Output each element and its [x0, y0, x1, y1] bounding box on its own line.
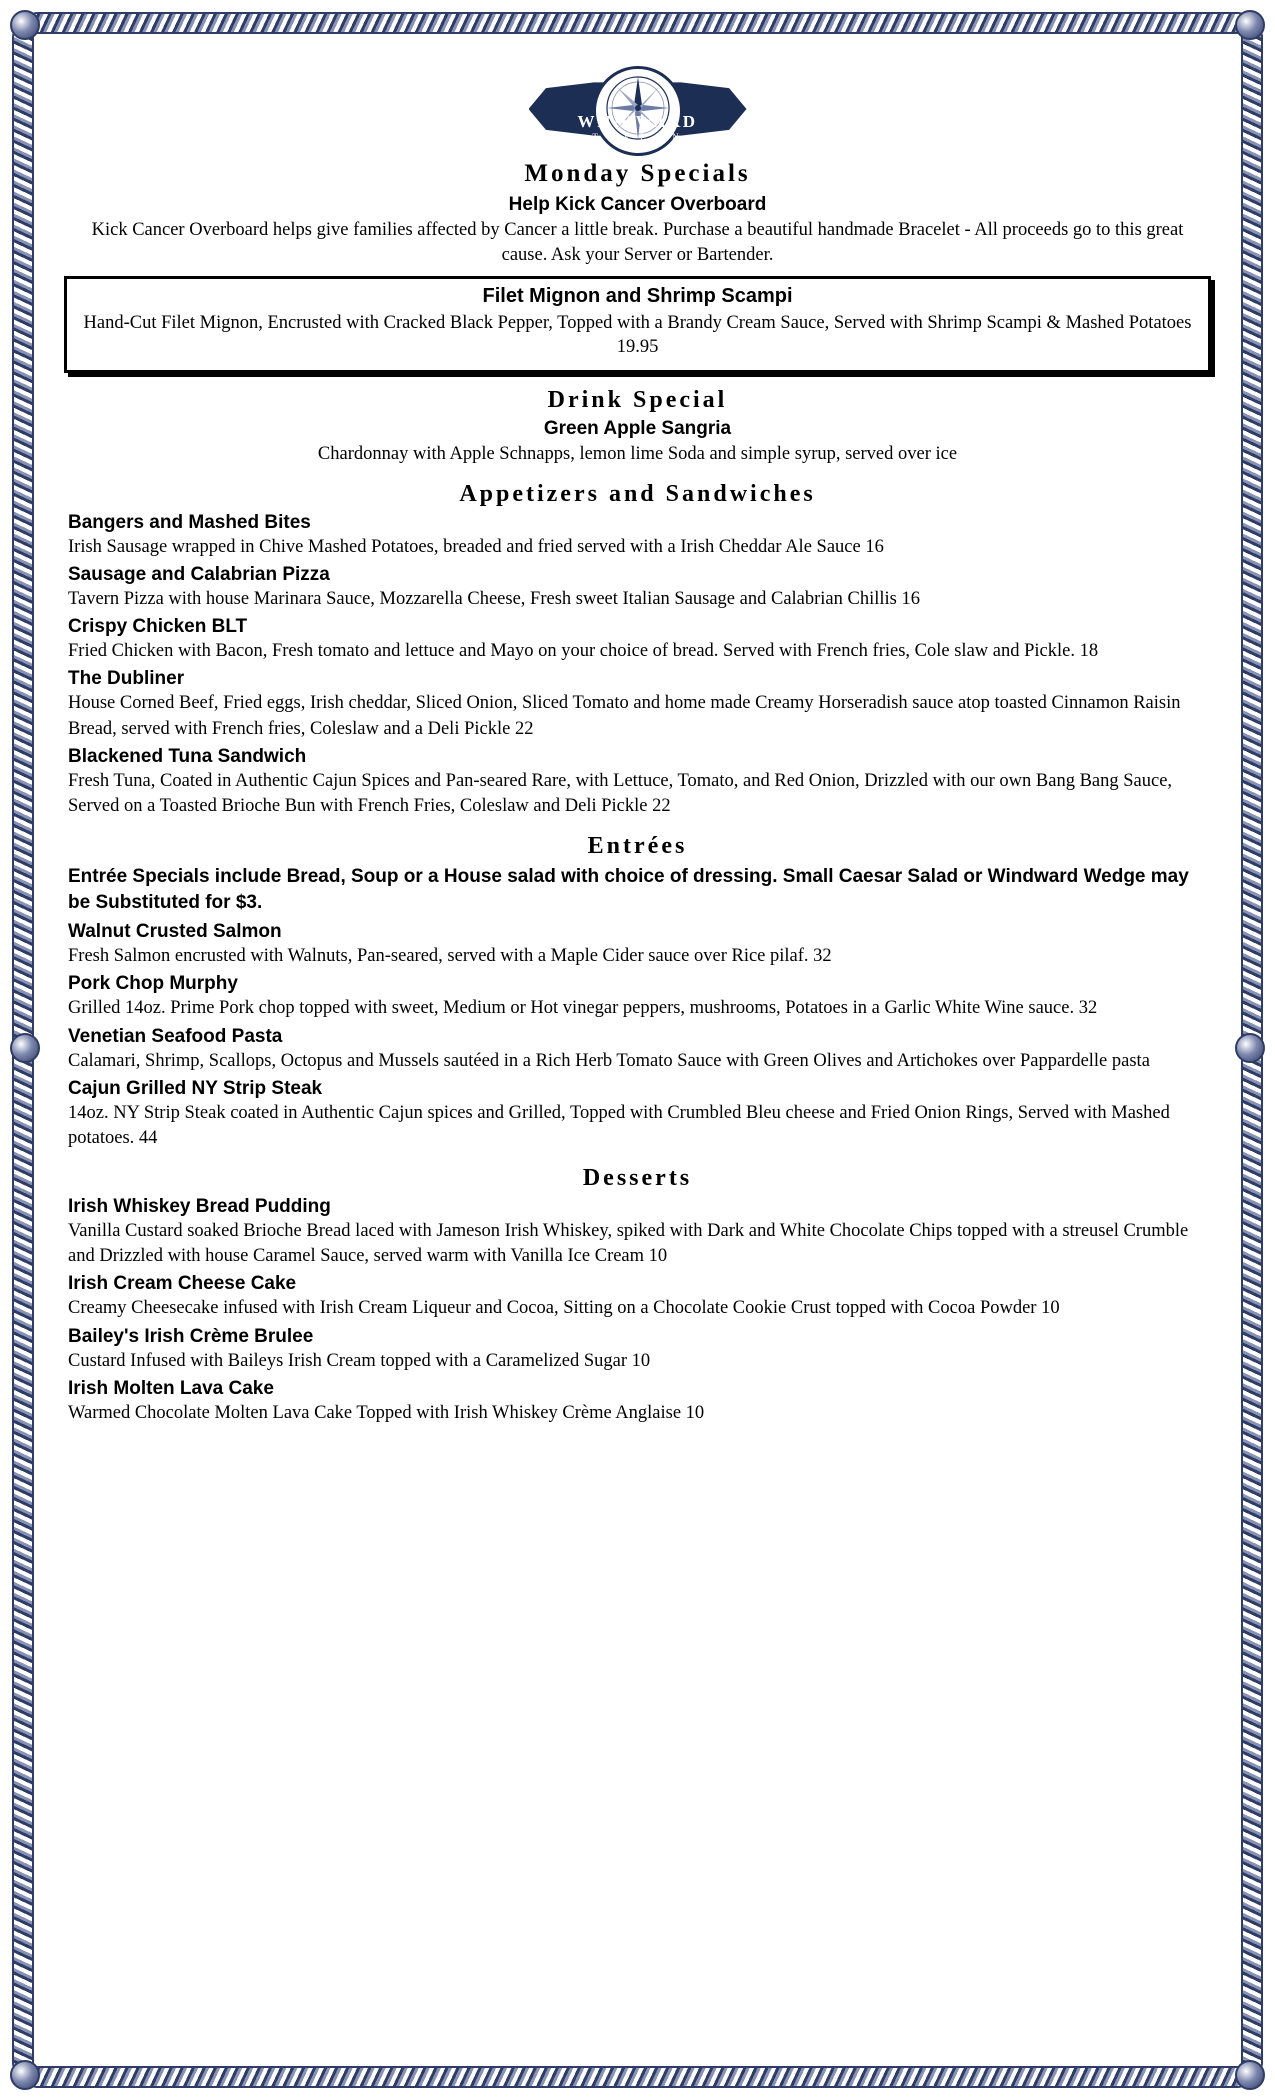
drink-name: Green Apple Sangria — [543, 418, 732, 440]
menu-item-description: Calamari, Shrimp, Scallops, Octopus and Mussels sautéed in a Rich Herb Tomato Sauce with Green Olives and Artichokes over Pappardelle pasta — [68, 1050, 1150, 1071]
menu-item — [58, 746, 1217, 819]
menu-item — [58, 973, 1217, 1021]
menu-item-description: Vanilla Custard soaked Brioche Bread laced with Jameson Irish Whiskey, spiked with Dark and White Chocolate Chips topped with a streusel Crumble and Drizzled with house Caramel Sauce, served warm with Vanilla Ice Cream 10 — [68, 1221, 1189, 1267]
menu-content — [58, 54, 1217, 2054]
menu-item-description: Grilled 14oz. Prime Pork chop topped with sweet, Medium or Hot vinegar peppers, mushrooms, Potatoes in a Garlic White Wine sauce. 32 — [68, 998, 1098, 1019]
rope-knot-middle-left — [10, 1033, 40, 1063]
menu-item-description: Fried Chicken with Bacon, Fresh tomato and lettuce and Mayo on your choice of bread. Served with French fries, Cole slaw and Pickle. 18 — [68, 641, 1099, 662]
rope-knot-bottom-left — [10, 2060, 40, 2090]
menu-item-name: Blackened Tuna Sandwich — [68, 745, 307, 767]
menu-item-description: House Corned Beef, Fried eggs, Irish cheddar, Sliced Onion, Sliced Tomato and home made Creamy Horseradish sauce atop toasted Cinnamon Raisin Bread, served with French fries, Coleslaw and a Deli Pickle 22 — [68, 693, 1181, 739]
menu-item-name: Pork Chop Murphy — [68, 973, 238, 995]
menu-item — [58, 668, 1217, 741]
appetizers-section-title: Appetizers and Sandwiches — [459, 480, 816, 507]
menu-item-description: Creamy Cheesecake infused with Irish Cream Liqueur and Cocoa, Sitting on a Chocolate Cookie Crust topped with Cocoa Powder 10 — [68, 1298, 1060, 1319]
drink-section-title: Drink Special — [547, 387, 728, 414]
desserts-section-title: Desserts — [582, 1165, 693, 1192]
brand-logo — [58, 66, 1217, 152]
menu-item — [58, 1026, 1217, 1074]
menu-item-name: Bangers and Mashed Bites — [68, 511, 311, 533]
menu-item-description: Fresh Salmon encrusted with Walnuts, Pan-seared, served with a Maple Cider sauce over Rice pilaf. 32 — [68, 946, 832, 967]
menu-item-name: Walnut Crusted Salmon — [68, 921, 282, 943]
menu-item — [58, 1196, 1217, 1269]
rope-border-bottom — [26, 2066, 1249, 2088]
menu-item — [58, 921, 1217, 969]
entrees-note: Entrée Specials include Bread, Soup or a House salad with choice of dressing. Small Caesar Salad or Windward Wedge may be Substituted for $3. — [68, 866, 1189, 913]
menu-item-name: Crispy Chicken BLT — [68, 616, 248, 638]
menu-item — [58, 512, 1217, 560]
logo-wordmark: WINDWARD — [577, 112, 698, 131]
menu-item-name: Bailey's Irish Crème Brulee — [68, 1325, 314, 1347]
menu-item-name: Irish Molten Lava Cake — [68, 1377, 274, 1399]
menu-item-name: Cajun Grilled NY Strip Steak — [68, 1077, 323, 1099]
menu-item-name: Sausage and Calabrian Pizza — [68, 564, 330, 586]
menu-item-description: Warmed Chocolate Molten Lava Cake Topped with Irish Whiskey Crème Anglaise 10 — [68, 1402, 705, 1423]
menu-item-description: 14oz. NY Strip Steak coated in Authentic Cajun spices and Grilled, Topped with Crumbled Bleu cheese and Fried Onion Rings, Served with Mashed potatoes. 44 — [68, 1102, 1170, 1148]
rope-knot-top-right — [1235, 10, 1265, 40]
menu-item-name: Irish Whiskey Bread Pudding — [68, 1196, 331, 1218]
rope-knot-top-left — [10, 10, 40, 40]
feature-special-description: Hand-Cut Filet Mignon, Encrusted with Cracked Black Pepper, Topped with a Brandy Cream Sauce, Served with Shrimp Scampi & Mashed Potatoes 19.95 — [83, 312, 1192, 358]
menu-item-description: Irish Sausage wrapped in Chive Mashed Potatoes, breaded and fried served with a Irish Cheddar Ale Sauce 16 — [68, 536, 884, 557]
page-title: Monday Specials — [524, 160, 751, 187]
drink-description: Chardonnay with Apple Schnapps, lemon lime Soda and simple syrup, served over ice — [317, 444, 958, 465]
menu-item — [58, 564, 1217, 612]
menu-item — [58, 1378, 1217, 1426]
promo-heading: Help Kick Cancer Overboard — [508, 194, 767, 215]
menu-item-name: Irish Cream Cheese Cake — [68, 1273, 297, 1295]
rope-knot-bottom-right — [1235, 2060, 1265, 2090]
feature-special-box — [64, 276, 1211, 374]
logo-subtitle: T A V E R N — [592, 132, 683, 142]
menu-item — [58, 1326, 1217, 1374]
promo-body: Kick Cancer Overboard helps give families affected by Cancer a little break. Purchase a beautiful handmade Bracelet - All proceeds go to this great cause. Ask your Server or Bartender. — [91, 220, 1184, 265]
menu-item — [58, 1273, 1217, 1321]
rope-border-top — [26, 12, 1249, 34]
menu-item — [58, 616, 1217, 664]
menu-item-name: Venetian Seafood Pasta — [68, 1025, 283, 1047]
feature-special-title: Filet Mignon and Shrimp Scampi — [482, 284, 793, 307]
menu-item-description: Tavern Pizza with house Marinara Sauce, Mozzarella Cheese, Fresh sweet Italian Sausage and Calabrian Chillis 16 — [68, 589, 920, 610]
entrees-section-title: Entrées — [587, 833, 688, 859]
menu-item-description: Fresh Tuna, Coated in Authentic Cajun Spices and Pan-seared Rare, with Lettuce, Tomato, and Red Onion, Drizzled with our own Bang Bang Sauce, Served on a Toasted Brioche Bun with French Fries, Coleslaw and Deli Pickle 22 — [68, 770, 1173, 816]
rope-knot-middle-right — [1235, 1033, 1265, 1063]
menu-item — [58, 1078, 1217, 1151]
menu-item-name: The Dubliner — [68, 668, 185, 690]
menu-item-description: Custard Infused with Baileys Irish Cream topped with a Caramelized Sugar 10 — [68, 1350, 651, 1371]
